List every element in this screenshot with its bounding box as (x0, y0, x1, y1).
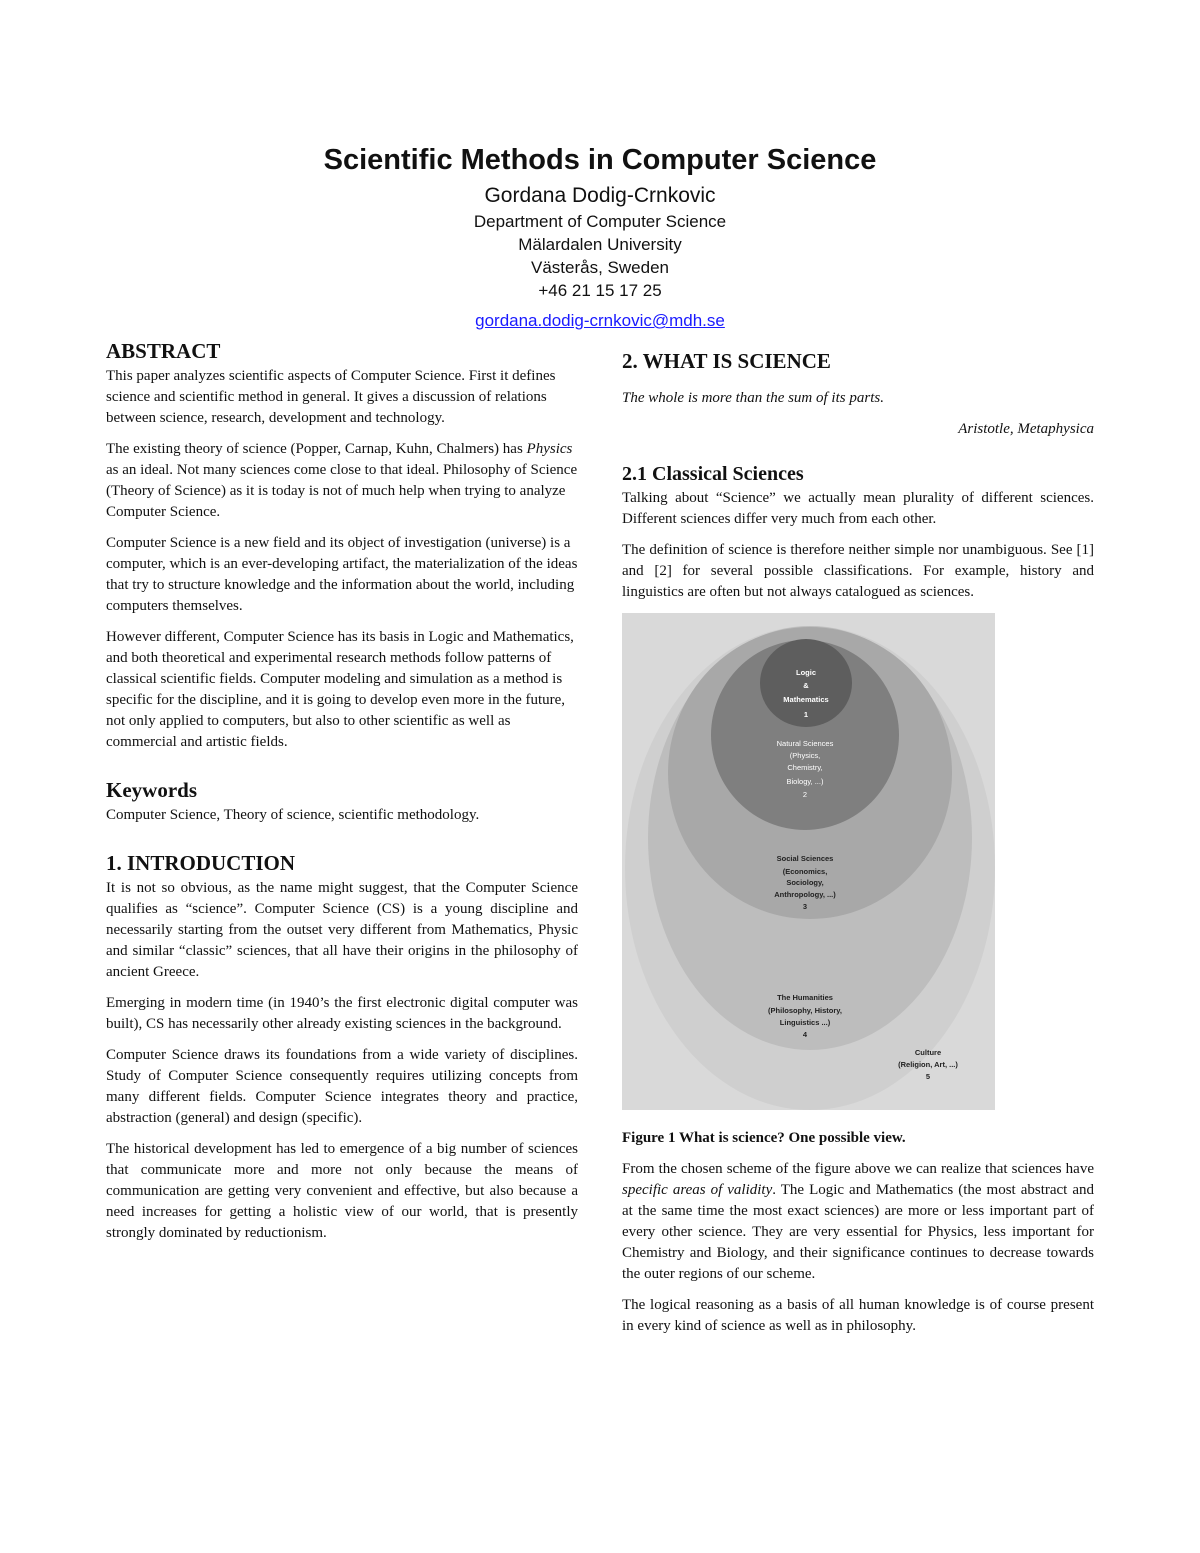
abstract-p2-text: The existing theory of science (Popper, Carnap, Kuhn, Chalmers) has (106, 441, 527, 457)
abstract-paragraph-2 (106, 439, 578, 523)
right-column (622, 346, 1094, 1347)
abstract-paragraph-3: Computer Science is a new field and its object of investigation (universe) is a computer, which is an ever-developing artifact, the materialization of the ideas that try to structure knowledge and the information about the world, including computers themselves. (106, 535, 578, 614)
label-level-4: 4 (802, 1030, 808, 1039)
paper-header (0, 138, 1200, 332)
label-level-1: 1 (803, 710, 809, 719)
introduction-heading: 1. INTRODUCTION (106, 851, 296, 875)
department: Department of Computer Science (473, 212, 727, 231)
label-social-sciences: Social Sciences (776, 854, 834, 863)
figure-1-caption: Figure 1 What is science? One possible view. (622, 1130, 906, 1146)
abstract-p2-text-end: as an ideal. Not many sciences come close to that ideal. Philosophy of Science (Theory of Science) as it is today is not of much help when trying to analyze Computer Science. (106, 462, 578, 520)
introduction-paragraph-3: Computer Science draws its foundations from a wide variety of disciplines. Study of Computer Science consequently requires utilizing concepts from many different fields. Computer Science integrates theory and practice, abstraction (general) and design (specific). (106, 1047, 578, 1126)
label-economics: (Economics, (782, 867, 828, 876)
abstract-heading: ABSTRACT (106, 339, 221, 363)
label-humanities: The Humanities (777, 993, 833, 1002)
introduction-paragraph-2: Emerging in modern time (in 1940’s the first electronic digital computer was built), CS has necessarily other already existing sciences in the background. (106, 995, 578, 1032)
author-email-link[interactable]: gordana.dodig-crnkovic@mdh.se (475, 311, 725, 330)
author-name: Gordana Dodig-Crnkovic (484, 184, 716, 207)
section-2-paragraph-4: The logical reasoning as a basis of all human knowledge is of course present in every kind of science as well as in philosophy. (622, 1297, 1094, 1334)
label-level-3: 3 (802, 902, 808, 911)
section-2-paragraph-2: The definition of science is therefore neither simple nor unambiguous. See [1] and [2] for several possible classifications. For example, history and linguistics are often but not always catalogued as sciences. (622, 542, 1094, 600)
label-level-5: 5 (925, 1072, 931, 1081)
label-anthropology: Anthropology, ...) (774, 890, 836, 899)
section-2-paragraph-3 (622, 1159, 1094, 1285)
section-2-p3-text-end: . The Logic and Mathematics (the most abstract and at the same time the most exact sciences) are more or less important part of every other science. They are very essential for Physics, less important for Chemistry and Biology, and their significance continues to decrease towards the outer regions of our scheme. (622, 1182, 1094, 1282)
phone: +46 21 15 17 25 (538, 281, 662, 300)
label-mathematics: Mathematics (783, 695, 829, 704)
nested-ellipses-diagram (622, 613, 995, 1110)
figure-1-diagram (622, 613, 995, 1110)
epigraph-attribution: Aristotle, Metaphysica (958, 421, 1094, 437)
label-physics: (Physics, (789, 751, 821, 760)
introduction-paragraph-1: It is not so obvious, as the name might suggest, that the Computer Science qualifies as “science”. Computer Science (CS) is a young discipline and necessarily starting from the outset very different from Mathematics, Physic and similar “classic” sciences, that all have their origins in the philosophy of ancient Greece. (106, 880, 578, 980)
keywords-text: Computer Science, Theory of science, scientific methodology. (106, 807, 480, 823)
paper-title: Scientific Methods in Computer Science (323, 144, 877, 176)
label-philosophy-history: (Philosophy, History, (768, 1006, 842, 1015)
label-chemistry: Chemistry, (787, 763, 823, 772)
keywords-heading: Keywords (106, 778, 197, 802)
label-natural-sciences: Natural Sciences (776, 739, 834, 748)
label-biology: Biology, ...) (786, 777, 824, 786)
label-linguistics: Linguistics ...) (779, 1018, 831, 1027)
section-2-heading: 2. WHAT IS SCIENCE (622, 349, 831, 373)
left-column (106, 336, 578, 1254)
label-ampersand: & (803, 681, 809, 690)
abstract-p2-emphasis: Physics (526, 441, 573, 457)
section-2-paragraph-1: Talking about “Science” we actually mean plurality of different sciences. Different sciences differ very much from each other. (622, 490, 1094, 527)
abstract-paragraph-4: However different, Computer Science has its basis in Logic and Mathematics, and both theoretical and experimental research methods follow patterns of classical scientific fields. Computer modeling and simulation as a method is specific for the discipline, and it is going to develop even more in the future, not only applied to computers, but also to other scientific as well as commercial and artistic fields. (106, 629, 574, 750)
location: Västerås, Sweden (531, 258, 669, 277)
label-level-2: 2 (802, 790, 808, 799)
epigraph-quote: The whole is more than the sum of its parts. (622, 390, 884, 406)
section-2-p3-emphasis: specific areas of validity (622, 1182, 773, 1198)
university: Mälardalen University (518, 235, 682, 254)
abstract-paragraph-1: This paper analyzes scientific aspects of Computer Science. First it defines science and scientific method in general. It gives a discussion of relations between science, research, development and technology. (106, 368, 556, 426)
subsection-2-1-heading: 2.1 Classical Sciences (622, 463, 804, 485)
label-logic: Logic (796, 668, 816, 677)
label-religion-art: (Religion, Art, ...) (898, 1060, 958, 1069)
label-culture: Culture (914, 1048, 942, 1057)
section-2-p3-text: From the chosen scheme of the figure above we can realize that sciences have (622, 1161, 1094, 1177)
introduction-paragraph-4: The historical development has led to emergence of a big number of sciences that communicate more and more not only because the means of communication are getting very convenient and effective, but also because a need increases for getting a holistic view of our world, that is presently strongly dominated by reductionism. (106, 1141, 578, 1241)
label-sociology: Sociology, (786, 878, 824, 887)
